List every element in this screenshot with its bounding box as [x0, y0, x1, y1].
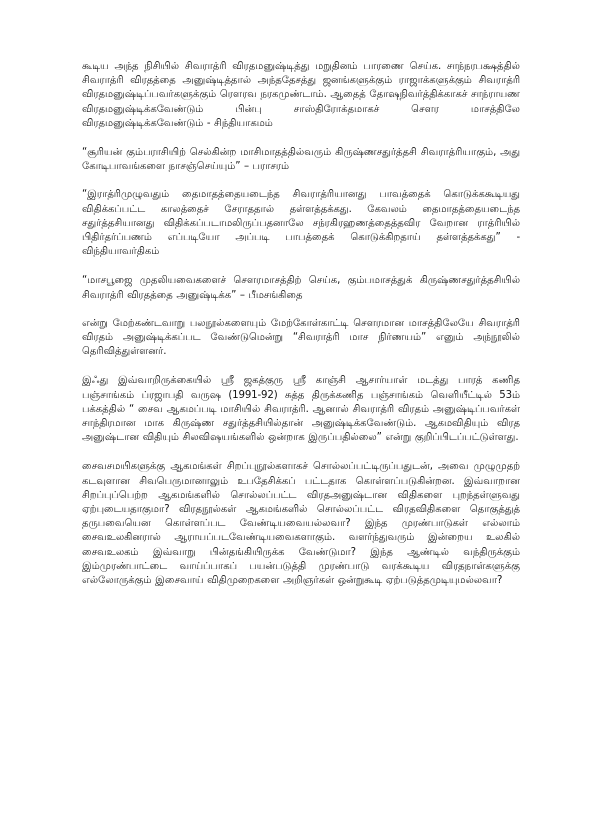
paragraph-gap: [82, 259, 520, 274]
paragraph-agama-discussion: சைவசமயிகளுக்கு ஆகமங்கள் சிறப்புநூல்களாகச் சொல்லப்பட்டிருப்பதுடன், அவை முழுமுதற் கடவுளான சிவபெருமானாலும் உபதேசிக்கப் பட்டதாக கொள்ளப்படுகின்றன. இவ்வாறான சிறப்புப்பெற்ற ஆகமங்களில் சொல்லப்பட்ட விரதஅனுஷ்டான விதிகளை புறந்தள்ளுவது ஏற்புடையதாகுமா? விரதநூல்கள் ஆகமங்களில் சொல்லப்பட்ட விரதவிதிகளை தொகுத்துத் தருபவையென கொள்ளப்பட வேண்டியவையல்லவா? இந்த முரண்பாடுகள் எல்லாம் சைவஉலகினரால் ஆராயப்படவேண்டியவைகளாகும். வளர்ந்துவரும் இன்றைய உலகில் சைவஉலகம் இவ்வாறு பின்தங்கியிருக்க வேண்டுமா? இந்த ஆண்டில் வந்திருக்கும் இம்முரண்பாட்டை வாய்ப்பாகப் பயன்படுத்தி முரண்பாடு வரக்கூடிய விரதநாள்களுக்கு எல்லோருக்கும் இசைவாய் விதிமுறைகளை அறிஞர்கள் ஒன்றுகூடி ஏற்படுத்தமுடியுமல்லவா?: [82, 461, 520, 587]
paragraph-gap: [82, 359, 520, 374]
document-page: [82, 60, 520, 588]
paragraph-gap: [82, 445, 520, 460]
paragraph-gap: [82, 303, 520, 317]
paragraph-bhima-quote: “மாசபூஜை முதலியவைகளைச் சௌரமாசத்திற் செய்க, கும்பமாசத்துக் கிருஷ்ணசதுர்த்தசியில் சிவராத்ரி விரதத்தை அனுஷ்டிக்க” – பீமசங்கிதை: [82, 275, 520, 301]
paragraph-sivaratri-observance: கூடிய அந்த நிசியில் சிவராத்ரி விரதமனுஷ்டித்து மறுதினம் பாரணை செய்க. சாந்நரபக்ஷத்தில் சிவராத்ரி விரதத்தை அனுஷ்டித்தால் அந்ததேசத்து ஜனங்களுக்கும் ராஜாக்களுக்கும் சிவராத்ரி விரதமனுஷ்டிப்பவர்களுக்கும் ரௌரவ நரகமுண்டாம். ஆதைத் தோஷநிவர்த்திக்காகச் சாந்ராயண விரதமனுஷ்டிக்கவேண்டும் பின்பு சாஸ்திரோக்தமாகச் சௌர மாசத்திலே விரதமனுஷ்டிக்கவேண்டும் - சிந்தியாகமம்: [82, 61, 520, 129]
paragraph-gap: [82, 174, 520, 188]
paragraph-gap: [82, 131, 520, 146]
paragraph-vindhya-quote: “இராத்ரிமுழுவதும் தைமாதத்தையடைந்த சிவராத்ரியானது பாவத்தைக் கொடுக்ககூடியது விதிக்கப்பட்ட காலத்தைச் சேராததால் தள்ளத்தக்கது. கேவலம் தைமாதத்தையடைந்த சதுர்த்தசியானது விதிக்கப்படாமலிருப்பதனாலே சந்ரகிரஹணத்தைத்தவிர வேறான ராத்ரியில் பிதிர்தர்ப்பணம் எப்படியோ அப்படி பாபத்தைக் கொடுக்கிறதாய் தள்ளத்தக்கது” - விந்தியாவர்திகம்: [82, 189, 520, 258]
paragraph-kanchi-panchangam: இஃது இவ்வாறிருக்கையில் ஸ்ரீ ஜகத்குரு ஸ்ரீ காஞ்சி ஆசார்யாள் மடத்து பாரத் கணித பஞ்சாங்கம் ப்ரஜாபதி வருஷ (1991-92) சுத்த திருக்கணித பஞ்சாங்கம் வெளியீட்டில் 53ம் பக்கத்தில் “ சைவ ஆகமப்படி மாசியில் சிவராத்ரி. ஆனால் சிவராத்ரி விரதம் அனுஷ்டிப்பவர்கள் சாந்திரமான மாக கிருஷ்ண சதுர்த்தசியில்தான் அனுஷ்டிக்கவேண்டும். ஆகமவிதியும் விரத அனுஷ்டான விதியும் சிலவிஷயங்களில் ஒன்றாக இருப்பதில்லை” என்று குறிப்பிடப்பட்டுள்ளது.: [82, 375, 520, 444]
paragraph-parasaram-quote: “சூரியன் கும்பராசியிற் செல்கின்ற மாசிமாதத்தில்வரும் கிருஷ்ணசதுர்த்தசி சிவராத்ரியாகும், அது கோடிபாவங்களை நாசஞ்செய்யும்” – பராசரம்: [82, 147, 520, 173]
paragraph-summary: என்று மேற்கண்டவாறு பலநூல்களையும் மேற்கோள்காட்டி சௌரமான மாசத்திலேயே சிவராத்ரி விரதம் அனுஷ்டிக்கப்பட வேண்டுமென்று “சிவராத்ரி மாச நிர்ணயம்” எனும் அந்நூலில் தெரிவித்துள்ளனர்.: [82, 317, 520, 358]
